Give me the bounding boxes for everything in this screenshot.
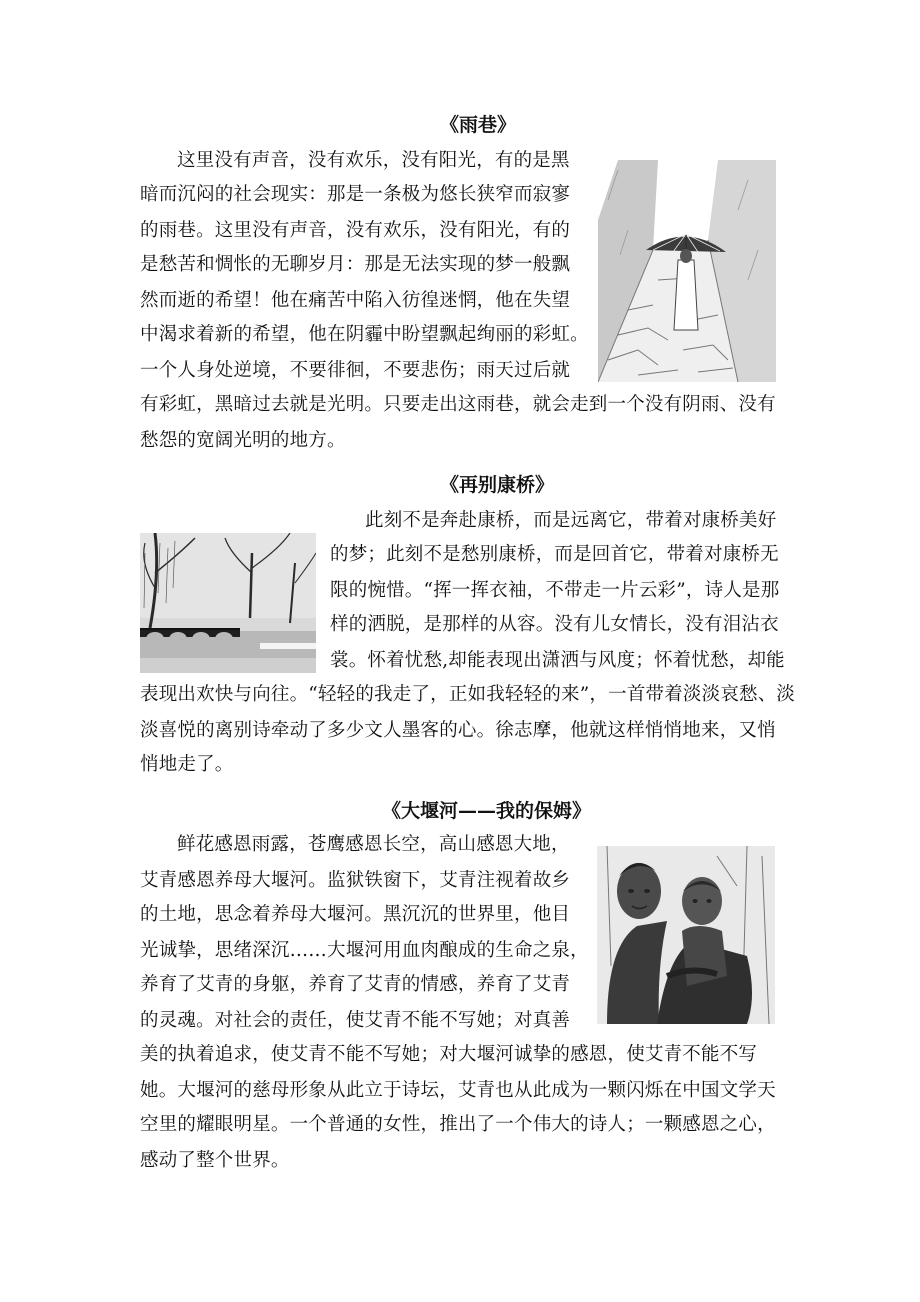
paragraph-line: 表现出欢快与向往。“轻轻的我走了，正如我轻轻的来”，一首带着淡淡哀愁、淡 <box>140 684 796 705</box>
paragraph-line: 鲜花感恩雨露，苍鹰感恩长空，高山感恩大地， <box>177 834 570 855</box>
paragraph-line: 空里的耀眼明星。一个普通的女性，推出了一个伟大的诗人；一颗感恩之心， <box>140 1114 776 1135</box>
paragraph-line: 中渴求着新的希望，他在阴霾中盼望飘起绚丽的彩虹。 <box>140 324 589 345</box>
umbrella-girl-illustration <box>598 160 776 382</box>
paragraph-line: 一个人身处逆境，不要徘徊，不要悲伤；雨天过后就 <box>140 360 571 381</box>
paragraph-line: 光诚挚，思绪深沉……大堰河用血肉酿成的生命之泉， <box>140 940 589 961</box>
paragraph-line: 是愁苦和惆怅的无聊岁月：那是无法实现的梦一般飘 <box>140 254 571 275</box>
cambridge-bridge-photo <box>140 533 316 673</box>
section-title-zaibie-kangqiao: 《再别康桥》 <box>440 474 555 496</box>
paragraph-line: 暗而沉闷的社会现实：那是一条极为悠长狭窄而寂寥 <box>140 184 571 205</box>
paragraph-line: 的梦；此刻不是愁别康桥，而是回首它，带着对康桥无 <box>330 544 779 565</box>
section-title-dayanhe: 《大堰河——我的保姆》 <box>382 800 592 822</box>
paragraph-line: 此刻不是奔赴康桥，而是远离它，带着对康桥美好 <box>365 510 777 531</box>
paragraph-line: 的灵魂。对社会的责任，使艾青不能不写她；对真善 <box>140 1010 571 1031</box>
paragraph-line: 淡喜悦的离别诗牵动了多少文人墨客的心。徐志摩，他就这样悄悄地来，又悄 <box>140 720 776 741</box>
paragraph-line: 悄地走了。 <box>140 754 234 775</box>
section-title-yuxiang: 《雨巷》 <box>440 114 517 136</box>
paragraph-line: 这里没有声音，没有欢乐，没有阳光，有的是黑 <box>177 150 570 171</box>
paragraph-line: 的土地，思念着养母大堰河。黑沉沉的世界里，他目 <box>140 904 571 925</box>
paragraph-line: 的雨巷。这里没有声音，没有欢乐，没有阳光，有的 <box>140 220 571 241</box>
paragraph-line: 样的洒脱，是那样的从容。没有儿女情长，没有泪沾衣 <box>330 614 779 635</box>
paragraph-line: 裳。怀着忧愁,却能表现出潇洒与风度；怀着忧愁，却能 <box>330 650 785 671</box>
paragraph-line: 感动了整个世界。 <box>140 1150 290 1171</box>
paragraph-line: 有彩虹，黑暗过去就是光明。只要走出这雨巷，就会走到一个没有阴雨、没有 <box>140 394 776 415</box>
paragraph-line: 愁怨的宽阔光明的地方。 <box>140 430 346 451</box>
paragraph-line: 然而逝的希望！他在痛苦中陷入彷徨迷惘，他在失望 <box>140 290 571 311</box>
paragraph-line: 艾青感恩养母大堰河。监狱铁窗下，艾青注视着故乡 <box>140 870 571 891</box>
paragraph-line: 限的惋惜。“挥一挥衣袖，不带走一片云彩”，诗人是那 <box>330 580 780 601</box>
paragraph-line: 美的执着追求，使艾青不能不写她；对大堰河诚挚的感恩，使艾青不能不写 <box>140 1044 758 1065</box>
paragraph-line: 养育了艾青的身躯，养育了艾青的情感，养育了艾青 <box>140 974 571 995</box>
statue-photo <box>597 846 775 1024</box>
paragraph-line: 她。大堰河的慈母形象从此立于诗坛，艾青也从此成为一颗闪烁在中国文学天 <box>140 1080 776 1101</box>
